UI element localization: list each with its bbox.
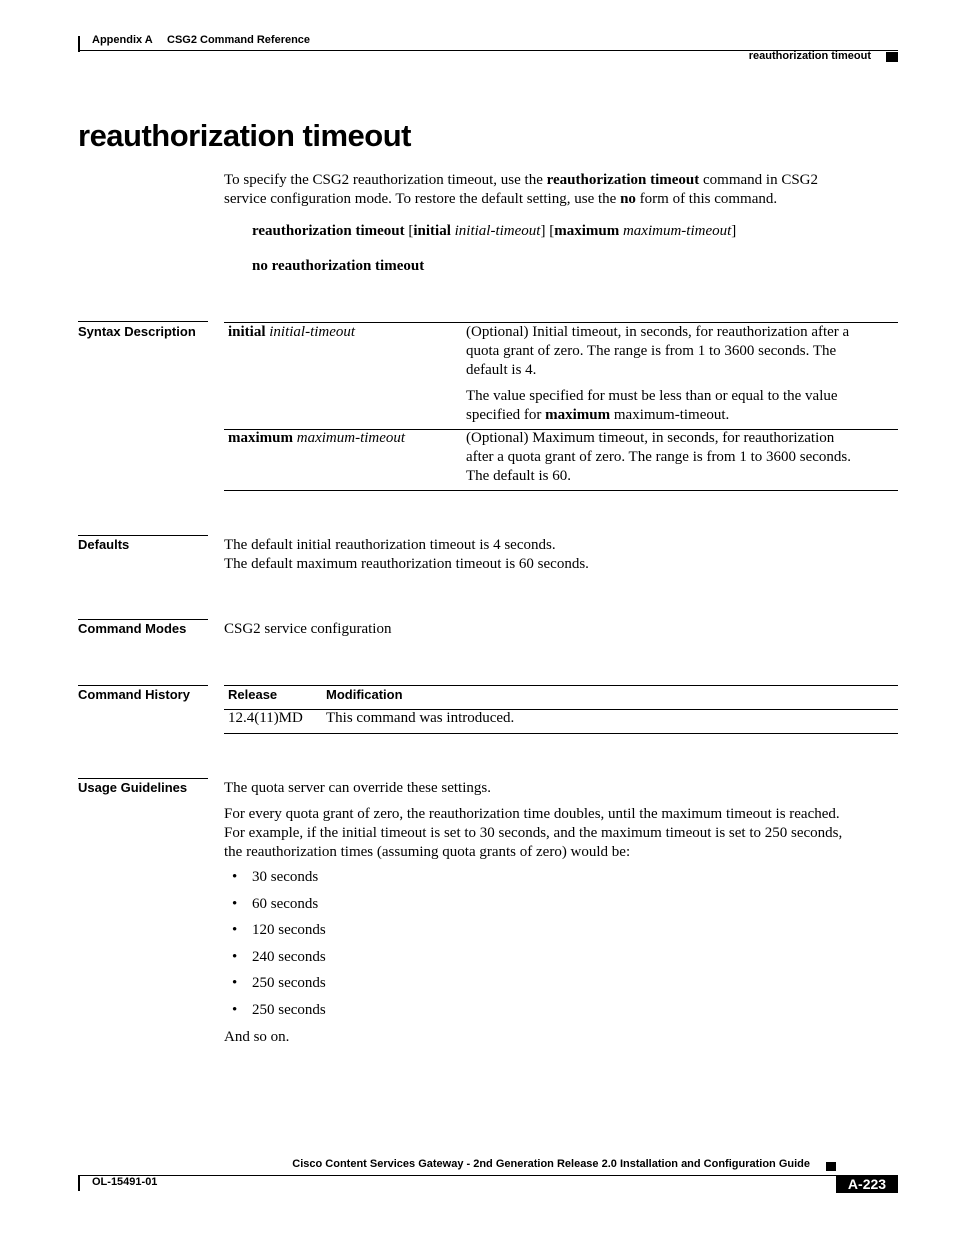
usage-line: the reauthorization times (assuming quota grants of zero) would be: xyxy=(224,844,631,860)
history-table-bottom-rule xyxy=(224,733,898,734)
bullet-icon: • xyxy=(232,1002,238,1018)
note-text: specified for xyxy=(466,407,546,423)
list-item: 250 seconds xyxy=(252,975,326,991)
usage-line: For every quota grant of zero, the reauthorization time doubles, until the maximum timeout is reached. xyxy=(224,806,840,822)
intro-text: command in CSG2 xyxy=(699,172,818,188)
param-argument: initial-timeout xyxy=(269,324,356,340)
param-keyword: maximum xyxy=(228,430,293,446)
syntax-bracket: [ xyxy=(404,223,414,239)
note-keyword: maximum xyxy=(545,407,611,423)
history-col-release: Release xyxy=(228,687,278,702)
description-line: The default is 60. xyxy=(466,468,571,484)
intro-text: To specify the CSG2 reauthorization timeout, use the xyxy=(224,172,547,188)
usage-p1: The quota server can override these settings. xyxy=(224,780,491,796)
list-item: 120 seconds xyxy=(252,922,326,938)
no-form-syntax xyxy=(252,258,424,275)
param-maximum-description xyxy=(466,429,898,486)
history-release-cell: 12.4(11)MD xyxy=(228,710,303,726)
note-text: maximum-timeout. xyxy=(610,407,730,423)
bullet-icon: • xyxy=(232,922,238,938)
note-line xyxy=(466,406,898,425)
command-history-rule xyxy=(78,685,208,686)
defaults-line: The default initial reauthorization timeout is 4 seconds. xyxy=(224,537,556,553)
table-bottom-rule xyxy=(224,490,898,491)
note-line: The value specified for must be less than or equal to the value xyxy=(466,388,838,404)
usage-closing: And so on. xyxy=(224,1029,290,1045)
syntax-arg-initial: initial-timeout xyxy=(454,223,541,239)
command-modes-text: CSG2 service configuration xyxy=(224,621,392,637)
defaults-line: The default maximum reauthorization timeout is 60 seconds. xyxy=(224,556,589,572)
intro-line-2 xyxy=(224,190,898,209)
footer-rule xyxy=(78,1175,898,1176)
intro-command: reauthorization timeout xyxy=(546,172,700,188)
intro-no-keyword: no xyxy=(620,191,636,207)
description-line: default is 4. xyxy=(466,362,537,378)
bullet-icon: • xyxy=(232,975,238,991)
intro-text: form of this command. xyxy=(635,191,778,207)
command-history-heading: Command History xyxy=(78,687,190,702)
defaults-text xyxy=(224,536,898,574)
usage-line: For example, if the initial timeout is set to 30 seconds, and the maximum timeout is set to 250 seconds, xyxy=(224,825,843,841)
param-initial-note xyxy=(466,387,898,425)
syntax-arg-maximum: maximum-timeout xyxy=(622,223,732,239)
defaults-rule xyxy=(78,535,208,536)
page-title: reauthorization timeout xyxy=(78,118,411,153)
usage-p2 xyxy=(224,805,898,862)
footer-doc-number: OL-15491-01 xyxy=(92,1176,158,1188)
command-modes-rule xyxy=(78,619,208,620)
usage-guidelines-rule xyxy=(78,778,208,779)
header-chapter: CSG2 Command Reference xyxy=(167,34,311,46)
param-keyword: initial xyxy=(228,324,266,340)
list-item: 250 seconds xyxy=(252,1002,326,1018)
intro-text: service configuration mode. To restore the default setting, use the xyxy=(224,191,621,207)
syntax-keyword-initial: initial xyxy=(413,223,451,239)
header-appendix: Appendix A xyxy=(92,34,153,46)
param-initial-description xyxy=(466,323,898,380)
header-marker xyxy=(886,52,898,62)
syntax-command: reauthorization timeout xyxy=(252,223,405,239)
command-modes-heading: Command Modes xyxy=(78,621,187,636)
param-argument: maximum-timeout xyxy=(296,430,406,446)
param-maximum xyxy=(228,429,405,448)
syntax-keyword-maximum: maximum xyxy=(554,223,620,239)
description-line: quota grant of zero. The range is from 1 to 3600 seconds. The xyxy=(466,343,837,359)
footer-marker xyxy=(826,1162,836,1171)
history-table-top-rule xyxy=(224,685,898,686)
syntax-description-heading: Syntax Description xyxy=(78,324,196,339)
syntax-bracket: ] xyxy=(731,223,737,239)
description-line: after a quota grant of zero. The range is from 1 to 3600 seconds. xyxy=(466,449,852,465)
header-section: reauthorization timeout xyxy=(748,50,871,62)
footer-vertical-bar xyxy=(78,1175,80,1191)
bullet-icon: • xyxy=(232,949,238,965)
list-item: 60 seconds xyxy=(252,896,319,912)
bullet-icon: • xyxy=(232,869,238,885)
footer-page-number: A-223 xyxy=(836,1175,898,1193)
history-modification-cell: This command was introduced. xyxy=(326,710,515,726)
param-initial xyxy=(228,323,355,342)
description-line: (Optional) Maximum timeout, in seconds, for reauthorization xyxy=(466,430,835,446)
defaults-heading: Defaults xyxy=(78,537,130,552)
intro-line-1 xyxy=(224,171,898,190)
footer-guide-title: Cisco Content Services Gateway - 2nd Generation Release 2.0 Installation and Configuration Guide xyxy=(292,1158,810,1170)
syntax-bracket: ] [ xyxy=(540,223,555,239)
list-item: 240 seconds xyxy=(252,949,326,965)
list-item: 30 seconds xyxy=(252,869,319,885)
description-line: (Optional) Initial timeout, in seconds, for reauthorization after a xyxy=(466,324,850,340)
command-syntax xyxy=(252,223,736,240)
usage-guidelines-heading: Usage Guidelines xyxy=(78,780,188,795)
history-col-modification: Modification xyxy=(326,687,403,702)
bullet-icon: • xyxy=(232,896,238,912)
syntax-no-form: no reauthorization timeout xyxy=(252,258,425,274)
syntax-description-rule xyxy=(78,321,208,322)
